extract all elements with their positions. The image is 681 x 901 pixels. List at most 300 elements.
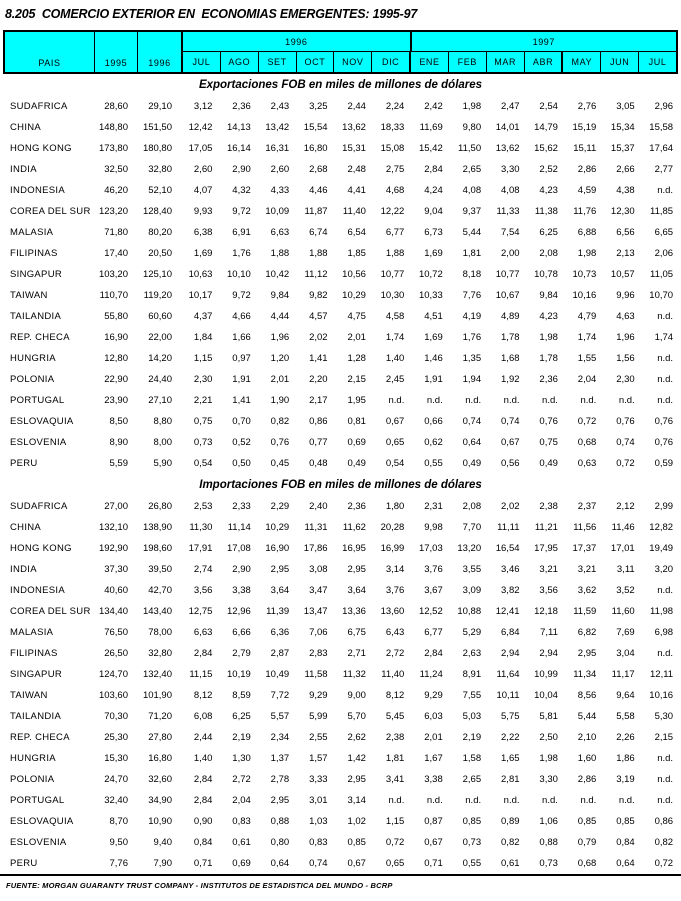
value-cell: 1,69 [424,248,443,259]
value-cell: 1,98 [539,753,558,764]
value-cell: 1,91 [232,374,251,385]
value-cell: 42,70 [148,585,172,596]
country-cell: SUDAFRICA [10,101,68,112]
value-cell: 1,42 [347,753,366,764]
table-row [3,348,678,369]
value-cell: 2,84 [193,774,213,785]
country-cell: ESLOVAQUIA [10,416,74,427]
imports-rows [0,496,681,874]
value-cell: 11,98 [650,606,674,617]
value-cell: 2,60 [270,164,290,175]
value-cell: 1,86 [616,753,635,764]
section-heading-imports: Importaciones FOB en miles de millones de dólares [199,479,482,491]
value-cell: 2,20 [309,374,328,385]
value-cell: 16,90 [104,332,128,343]
value-cell: 1,55 [577,353,597,364]
value-cell: 0,64 [270,858,290,869]
country-cell: PORTUGAL [10,395,65,406]
value-cell: 17,40 [104,248,128,259]
country-cell: INDONESIA [10,185,65,196]
value-cell: 0,54 [193,458,213,469]
value-cell: 6,03 [424,711,443,722]
value-cell: 0,65 [385,858,405,869]
value-cell: 9,64 [616,690,635,701]
value-cell: 12,18 [534,606,558,617]
value-cell: 8,00 [153,437,172,448]
country-cell: ESLOVAQUIA [10,816,74,827]
value-cell: 10,29 [265,522,290,533]
value-cell: 3,55 [462,564,482,575]
value-cell: 0,67 [385,416,405,427]
country-cell: PERU [10,858,38,869]
value-cell: 134,40 [98,606,128,617]
value-cell: 10,17 [188,290,213,301]
value-cell: 11,05 [650,269,674,280]
value-cell: 17,01 [610,543,635,554]
table-row [3,369,678,390]
value-cell: 2,37 [577,501,597,512]
value-cell: 15,62 [534,143,558,154]
value-cell: 6,43 [385,627,405,638]
value-cell: 2,36 [232,101,251,112]
value-cell: 2,04 [577,374,597,385]
value-cell: 12,11 [650,669,674,680]
value-cell: 6,88 [577,227,597,238]
value-cell: 6,82 [577,627,597,638]
value-cell: n.d. [542,795,558,806]
value-cell: 0,72 [577,416,597,427]
value-cell: 0,97 [232,353,251,364]
value-cell: 11,46 [611,522,635,533]
value-cell: 37,30 [104,564,128,575]
header-month-may-1997: MAY [561,52,600,72]
table-row [3,96,678,117]
value-cell: 0,74 [501,416,520,427]
value-cell: 12,82 [649,522,674,533]
header-month-row [183,52,676,72]
value-cell: 1,69 [193,248,213,259]
value-cell: n.d. [503,795,520,806]
value-cell: 3,56 [193,585,213,596]
value-cell: 4,38 [616,185,635,196]
value-cell: 15,11 [573,143,597,154]
country-cell: REP. CHECA [10,332,70,343]
value-cell: 1,41 [309,353,328,364]
value-cell: 8,59 [232,690,251,701]
value-cell: 12,96 [227,606,251,617]
country-cell: HONG KONG [10,543,72,554]
value-cell: 11,34 [573,669,597,680]
value-cell: 11,50 [458,143,482,154]
value-cell: 0,62 [424,437,443,448]
value-cell: 6,77 [424,627,443,638]
value-cell: n.d. [657,185,674,196]
value-cell: 2,02 [501,501,520,512]
value-cell: 180,80 [142,143,172,154]
value-cell: 9,80 [462,122,482,133]
value-cell: 0,75 [193,416,213,427]
value-cell: 1,91 [424,374,443,385]
country-cell: REP. CHECA [10,732,70,743]
value-cell: 3,04 [616,648,635,659]
table-row [3,706,678,727]
value-cell: 25,30 [104,732,128,743]
table-row [3,496,678,517]
value-cell: 103,20 [98,269,128,280]
value-cell: 5,29 [462,627,482,638]
value-cell: 40,60 [104,585,128,596]
table-row [3,201,678,222]
value-cell: 0,72 [385,837,405,848]
value-cell: 9,93 [193,206,213,217]
value-cell: 11,87 [304,206,328,217]
value-cell: 15,31 [342,143,366,154]
value-cell: 1,96 [616,332,635,343]
value-cell: 0,69 [347,437,366,448]
value-cell: 0,67 [424,837,443,848]
value-cell: 1,98 [539,332,558,343]
value-cell: 2,17 [309,395,328,406]
value-cell: 2,72 [385,648,405,659]
value-cell: 2,52 [539,164,558,175]
value-cell: 2,44 [193,732,213,743]
value-cell: 10,11 [496,690,520,701]
value-cell: 6,84 [501,627,520,638]
value-cell: 4,63 [616,311,635,322]
value-cell: 2,34 [270,732,290,743]
header-month-abr-1997: ABR [524,52,562,72]
value-cell: 5,58 [616,711,635,722]
value-cell: 1,68 [501,353,520,364]
value-cell: 12,30 [610,206,635,217]
value-cell: 1,06 [539,816,558,827]
value-cell: 5,75 [501,711,520,722]
value-cell: 2,43 [270,101,290,112]
value-cell: 2,90 [232,164,251,175]
value-cell: 2,90 [232,564,251,575]
value-cell: 2,48 [347,164,366,175]
value-cell: 3,46 [501,564,520,575]
value-cell: 4,79 [577,311,597,322]
value-cell: 9,04 [424,206,443,217]
value-cell: n.d. [426,395,443,406]
value-cell: 5,45 [385,711,405,722]
value-cell: 0,65 [385,437,405,448]
value-cell: 10,77 [495,269,520,280]
value-cell: 3,41 [385,774,405,785]
value-cell: 7,55 [462,690,482,701]
value-cell: 3,38 [424,774,443,785]
value-cell: 0,76 [616,416,635,427]
value-cell: 22,90 [104,374,128,385]
value-cell: n.d. [618,795,635,806]
value-cell: 0,69 [232,858,251,869]
value-cell: 0,52 [232,437,251,448]
value-cell: 8,80 [153,416,172,427]
country-cell: SUDAFRICA [10,501,68,512]
country-cell: PERU [10,458,38,469]
header-year-1996: 1996 [137,32,181,72]
value-cell: 2,19 [232,732,251,743]
value-cell: 6,25 [232,711,251,722]
country-cell: SINGAPUR [10,669,63,680]
value-cell: 12,41 [495,606,520,617]
value-cell: 0,54 [385,458,405,469]
value-cell: 0,83 [309,837,328,848]
value-cell: 1,74 [385,332,405,343]
value-cell: 2,96 [654,101,674,112]
value-cell: n.d. [542,395,558,406]
table-row [3,727,678,748]
value-cell: 16,31 [265,143,290,154]
value-cell: 1,95 [347,395,366,406]
value-cell: 8,12 [385,690,405,701]
value-cell: n.d. [580,395,597,406]
value-cell: 22,00 [148,332,172,343]
value-cell: 11,21 [534,522,558,533]
value-cell: 10,57 [610,269,635,280]
value-cell: 0,76 [654,437,674,448]
value-cell: 10,16 [572,290,597,301]
value-cell: 15,19 [572,122,597,133]
table-row [3,538,678,559]
value-cell: 0,64 [616,858,635,869]
value-cell: 4,19 [462,311,482,322]
value-cell: 16,54 [495,543,520,554]
value-cell: 1,30 [232,753,251,764]
value-cell: 0,63 [577,458,597,469]
value-cell: 2,83 [309,648,328,659]
value-cell: 76,50 [104,627,128,638]
value-cell: 3,12 [193,101,213,112]
value-cell: 3,82 [501,585,520,596]
country-cell: INDIA [10,164,37,175]
table-row [3,517,678,538]
value-cell: 3,64 [270,585,290,596]
value-cell: 13,36 [342,606,366,617]
value-cell: n.d. [657,374,674,385]
value-cell: 0,81 [347,416,366,427]
table-row [3,643,678,664]
value-cell: 2,36 [539,374,558,385]
table-row [3,159,678,180]
value-cell: 2,01 [270,374,290,385]
value-cell: 7,90 [153,858,172,869]
value-cell: 0,72 [654,858,674,869]
value-cell: 1,37 [270,753,290,764]
value-cell: 11,33 [496,206,520,217]
value-cell: 2,81 [501,774,520,785]
value-cell: 3,76 [385,585,405,596]
value-cell: 2,71 [347,648,366,659]
value-cell: 14,01 [495,122,520,133]
value-cell: 0,86 [654,816,674,827]
table-row [3,285,678,306]
value-cell: 9,29 [424,690,443,701]
table-row [3,327,678,348]
value-cell: 0,84 [193,837,213,848]
value-cell: 10,04 [534,690,558,701]
country-cell: HONG KONG [10,143,72,154]
value-cell: 3,64 [347,585,366,596]
value-cell: 0,85 [577,816,597,827]
value-cell: 17,05 [188,143,213,154]
value-cell: n.d. [426,795,443,806]
header-year-1995: 1995 [94,32,137,72]
value-cell: 9,37 [462,206,482,217]
table-row [3,306,678,327]
header-month-ago-1996: AGO [220,52,258,72]
country-cell: POLONIA [10,374,55,385]
value-cell: 10,70 [649,290,674,301]
value-cell: 0,83 [232,816,251,827]
country-cell: TAIWAN [10,290,48,301]
table-row [3,790,678,811]
value-cell: 7,54 [501,227,520,238]
value-cell: 10,56 [342,269,366,280]
value-cell: 0,55 [424,458,443,469]
value-cell: 14,20 [148,353,172,364]
value-cell: 13,42 [265,122,290,133]
value-cell: 11,15 [189,669,213,680]
value-cell: 17,03 [418,543,443,554]
table-row [3,411,678,432]
value-cell: 0,73 [462,837,482,848]
value-cell: 2,84 [193,648,213,659]
value-cell: 2,22 [501,732,520,743]
value-cell: 0,74 [616,437,635,448]
value-cell: 0,68 [577,858,597,869]
value-cell: 46,20 [104,185,128,196]
value-cell: 6,54 [347,227,366,238]
value-cell: 23,90 [104,395,128,406]
value-cell: 3,11 [616,564,635,575]
header-group-1997: 1997 [410,32,676,51]
value-cell: 12,80 [104,353,128,364]
value-cell: 1,15 [385,816,405,827]
value-cell: 2,30 [193,374,213,385]
table-row [3,390,678,411]
value-cell: 1,02 [347,816,366,827]
value-cell: 60,60 [148,311,172,322]
value-cell: n.d. [657,753,674,764]
value-cell: 11,60 [611,606,635,617]
value-cell: 1,78 [539,353,558,364]
table-row [3,769,678,790]
value-cell: 173,80 [98,143,128,154]
header-month-feb-1997: FEB [448,52,486,72]
value-cell: 2,24 [385,101,405,112]
value-cell: 10,09 [265,206,290,217]
value-cell: 0,76 [270,437,290,448]
value-cell: 2,30 [616,374,635,385]
value-cell: 2,21 [193,395,213,406]
value-cell: 6,66 [232,627,251,638]
value-cell: 32,80 [148,648,172,659]
value-cell: 3,56 [539,585,558,596]
value-cell: 2,53 [193,501,213,512]
value-cell: 0,74 [462,416,482,427]
value-cell: 3,67 [424,585,443,596]
value-cell: 4,07 [193,185,213,196]
value-cell: 7,70 [462,522,482,533]
value-cell: 123,20 [98,206,128,217]
value-cell: 2,15 [347,374,366,385]
value-cell: 15,58 [649,122,674,133]
header-month-nov-1996: NOV [333,52,371,72]
value-cell: 3,62 [577,585,597,596]
value-cell: 132,40 [142,669,172,680]
value-cell: 1,76 [232,248,251,259]
country-cell: COREA DEL SUR [10,606,91,617]
value-cell: 4,75 [347,311,366,322]
value-cell: 2,08 [539,248,558,259]
value-cell: 11,24 [419,669,443,680]
value-cell: 20,28 [380,522,405,533]
value-cell: 27,80 [148,732,172,743]
value-cell: 24,40 [148,374,172,385]
value-cell: 101,90 [142,690,172,701]
value-cell: n.d. [388,395,405,406]
value-cell: 11,31 [304,522,328,533]
table-row [3,117,678,138]
value-cell: 11,14 [227,522,251,533]
country-cell: MALASIA [10,227,54,238]
value-cell: 3,14 [385,564,405,575]
table-row [3,748,678,769]
value-cell: 2,00 [501,248,520,259]
value-cell: 0,89 [501,816,520,827]
value-cell: 13,62 [495,143,520,154]
value-cell: 5,44 [577,711,597,722]
country-cell: POLONIA [10,774,55,785]
value-cell: n.d. [580,795,597,806]
value-cell: 9,82 [309,290,328,301]
country-cell: CHINA [10,122,42,133]
value-cell: 13,62 [342,122,366,133]
value-cell: 6,56 [616,227,635,238]
country-cell: INDIA [10,564,37,575]
value-cell: 11,76 [573,206,597,217]
value-cell: 138,90 [142,522,172,533]
value-cell: 10,42 [265,269,290,280]
value-cell: 8,91 [462,669,482,680]
value-cell: 34,90 [148,795,172,806]
value-cell: 0,49 [347,458,366,469]
value-cell: 0,71 [193,858,213,869]
value-cell: 3,09 [462,585,482,596]
value-cell: 2,65 [462,774,482,785]
value-cell: 2,84 [424,648,443,659]
value-cell: 5,57 [270,711,290,722]
value-cell: 8,70 [109,816,128,827]
value-cell: 12,22 [380,206,405,217]
value-cell: 0,87 [424,816,443,827]
value-cell: 2,44 [347,101,366,112]
value-cell: 1,40 [385,353,405,364]
value-cell: 26,50 [104,648,128,659]
value-cell: 119,20 [143,290,172,301]
value-cell: 14,79 [534,122,558,133]
value-cell: 0,77 [309,437,328,448]
value-cell: 17,95 [534,543,558,554]
value-cell: 2,19 [462,732,482,743]
value-cell: 2,50 [539,732,558,743]
value-cell: n.d. [657,311,674,322]
value-cell: 1,41 [232,395,251,406]
value-cell: 8,56 [577,690,597,701]
value-cell: 2,99 [654,501,674,512]
